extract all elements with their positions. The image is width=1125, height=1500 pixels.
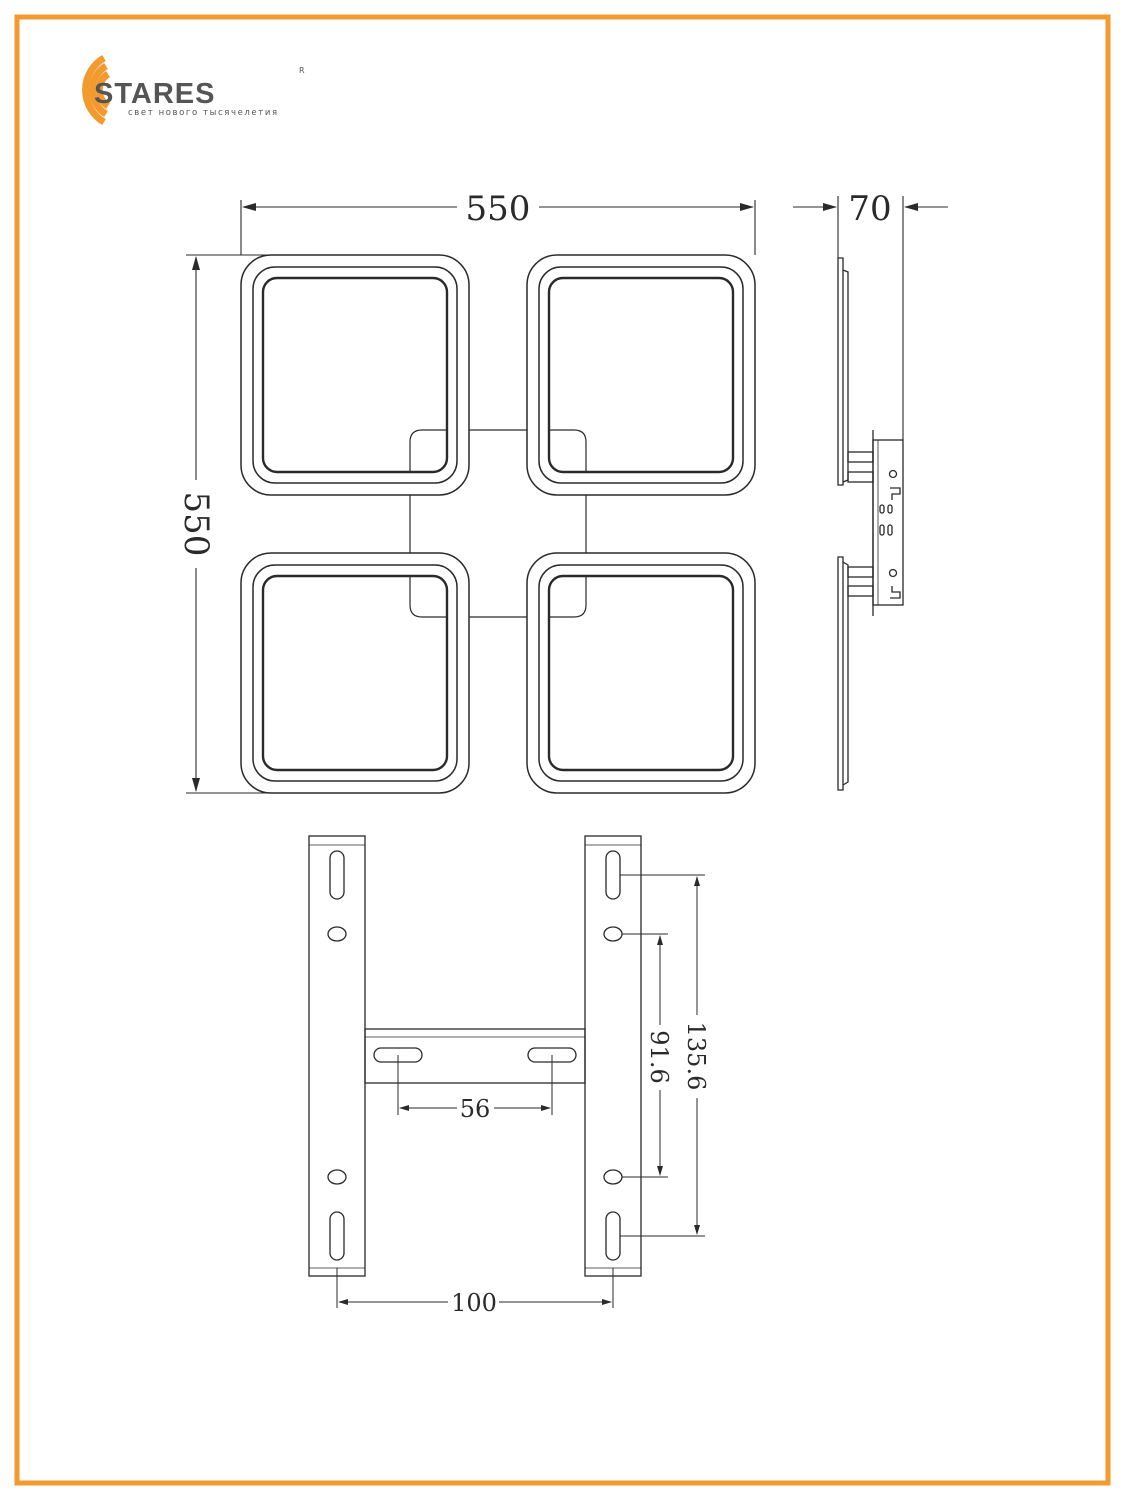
slot-span-label: 135.6 [682,1021,710,1091]
page-border [17,17,1108,1483]
light-square-top-left [241,255,469,495]
side-panel-lower [838,557,848,790]
light-square-top-right [527,255,755,495]
slot-spacing-label: 56 [459,1095,491,1123]
logo-registered-mark: R [299,66,305,75]
depth-dimension [793,196,948,440]
connector-frame [410,430,586,617]
side-panel-upper [838,258,848,485]
hole-spacing-label: 91.6 [645,1030,673,1084]
side-view [793,196,948,790]
logo-wordmark: STARES [94,78,216,110]
depth-label: 70 [848,189,892,229]
bracket-left-rail [309,836,365,1276]
mounting-bracket-side [848,430,903,616]
logo-tagline: свет нового тысячелетия [128,108,279,118]
light-square-bottom-right [527,553,755,793]
width-label: 550 [465,189,531,229]
light-square-bottom-left [241,553,469,793]
front-view [186,200,755,793]
bracket-right-rail [585,836,641,1276]
height-label: 550 [176,491,216,557]
bracket-width-label: 100 [451,1289,497,1317]
brand-logo [86,58,305,122]
